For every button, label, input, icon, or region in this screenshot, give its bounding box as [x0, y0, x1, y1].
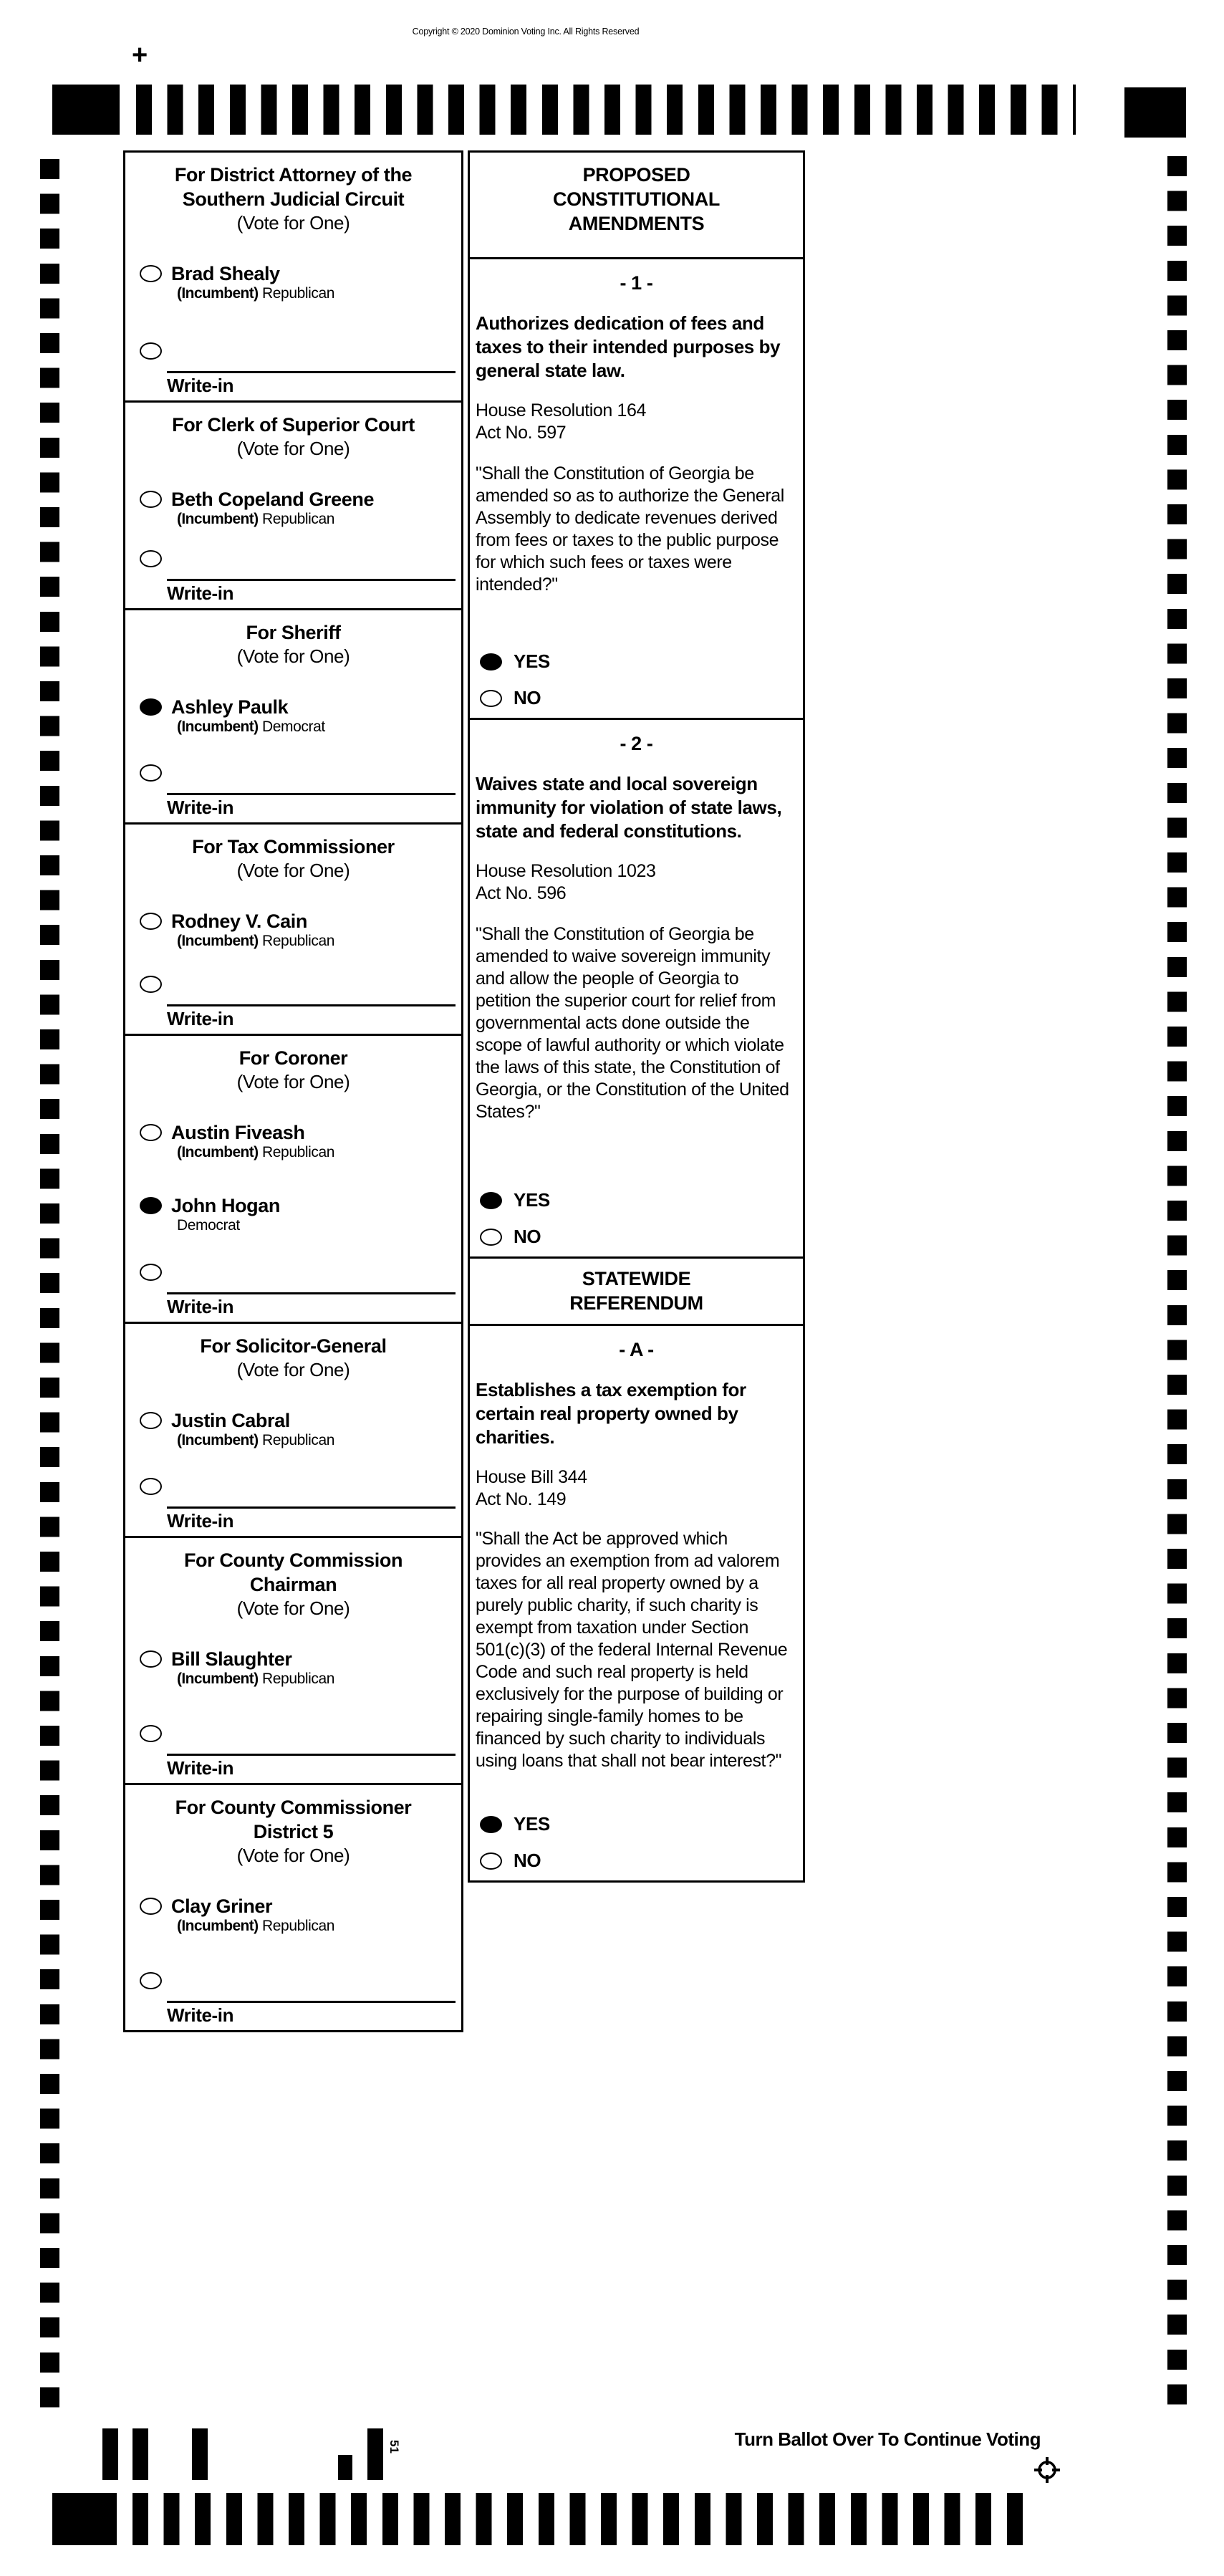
contest-title-line: Chairman [249, 1574, 337, 1595]
contest-title [125, 1538, 461, 1597]
candidate-info [171, 1122, 334, 1162]
vote-instruction: (Vote for One) [236, 1359, 350, 1380]
vote-instruction: (Vote for One) [236, 1845, 350, 1866]
contest-title-line: For Coroner [238, 1047, 348, 1069]
no-label: NO [514, 1850, 541, 1871]
vote-oval[interactable] [140, 265, 162, 282]
write-in-label: Write-in [167, 1510, 234, 1532]
ballot-code-bar [132, 2428, 148, 2480]
measure-choices [480, 1813, 550, 1872]
yes-label: YES [514, 650, 550, 672]
timing-marks-left [40, 159, 59, 2408]
vote-instruction: (Vote for One) [236, 438, 350, 459]
write-in-oval[interactable] [140, 1725, 162, 1742]
party-label: Republican [262, 511, 335, 527]
timing-mark-top-right-block [1124, 87, 1186, 138]
write-in-area [140, 974, 456, 1029]
measure-authority [476, 1466, 796, 1511]
candidate-info [171, 696, 325, 736]
candidate-party [177, 932, 334, 951]
amendments-header [468, 150, 805, 259]
incumbent-label: (Incumbent) [177, 1144, 259, 1160]
write-in-label: Write-in [167, 375, 234, 396]
candidate-party [177, 510, 374, 529]
timing-marks-top [136, 85, 1076, 135]
amendment-1 [468, 257, 805, 720]
write-in-label: Write-in [167, 797, 234, 818]
no-oval[interactable] [480, 1229, 502, 1246]
measure-number: - 2 - [620, 733, 653, 754]
yes-oval[interactable] [480, 1192, 502, 1209]
header-line: AMENDMENTS [568, 213, 705, 234]
write-in-area [140, 1261, 456, 1317]
contest-title-line: For Clerk of Superior Court [172, 414, 415, 436]
contest-title [125, 1036, 461, 1070]
write-in-oval[interactable] [140, 1478, 162, 1495]
measure-number: - A - [619, 1339, 654, 1360]
measure-question: "Shall the Act be approved which provides an exemption from ad valorem taxes for all real property owned by a purely public charity, if such charity is exempt from taxation under Section 501(c)(3) of the federal Internal Revenue Code and such real property is held exclusively for the purpose of building or repairing single-family homes to be financed by such charity to individuals using loans that shall not bear interest?" [476, 1529, 788, 1771]
incumbent-label: (Incumbent) [177, 719, 259, 735]
contest-district-attorney [123, 150, 463, 403]
contest-tax-commissioner [123, 822, 463, 1036]
candidate-name: Bill Slaughter [171, 1648, 292, 1670]
amendment-2 [468, 718, 805, 1259]
header-line: PROPOSED [582, 164, 690, 186]
vote-oval[interactable] [140, 1898, 162, 1915]
yes-label: YES [514, 1189, 550, 1211]
candidate-row [140, 1895, 456, 1936]
contest-title [125, 1324, 461, 1358]
write-in-oval[interactable] [140, 550, 162, 567]
contest-title [125, 403, 461, 437]
write-in-area [140, 548, 456, 604]
contest-title-line: For County Commissioner [175, 1797, 412, 1818]
contest-title-line: For Tax Commissioner [192, 836, 395, 857]
contest-solicitor-general [123, 1322, 463, 1538]
contest-title [125, 610, 461, 645]
ballot-code-bar [367, 2428, 383, 2480]
candidate-name: John Hogan [171, 1195, 280, 1216]
candidate-party [177, 1216, 280, 1235]
yes-choice [480, 1813, 550, 1835]
candidate-name: Clay Griner [171, 1895, 273, 1917]
contest-column [123, 150, 463, 2032]
candidate-info [171, 1895, 334, 1936]
write-in-area [140, 1970, 456, 2026]
no-oval[interactable] [480, 690, 502, 707]
no-choice [480, 1850, 550, 1872]
yes-choice [480, 650, 550, 673]
vote-oval[interactable] [140, 1650, 162, 1668]
ballot-code-bar [102, 2428, 118, 2480]
contest-title [125, 1785, 461, 1844]
write-in-label: Write-in [167, 2004, 234, 2026]
amendments-header-text [470, 153, 803, 236]
write-in-oval[interactable] [140, 976, 162, 993]
candidate-row [140, 910, 456, 951]
candidate-row [140, 1410, 456, 1450]
no-choice [480, 1226, 550, 1248]
vote-oval[interactable] [140, 698, 162, 716]
party-label: Republican [262, 1432, 335, 1448]
contest-title-line: Southern Judicial Circuit [182, 188, 405, 210]
contest-title-line: For Sheriff [246, 622, 341, 643]
candidate-info [171, 263, 334, 303]
turn-ballot-over-text: Turn Ballot Over To Continue Voting [734, 2428, 1041, 2450]
timing-marks-bottom [132, 2493, 1032, 2545]
contest-title-line: For District Attorney of the [174, 164, 413, 186]
candidate-info [171, 1195, 280, 1235]
candidate-name: Beth Copeland Greene [171, 489, 375, 510]
authority-line: Act No. 149 [476, 1489, 567, 1509]
write-in-area [140, 762, 456, 818]
copyright-text: Copyright © 2020 Dominion Voting Inc. All Rights Reserved [412, 27, 640, 37]
no-label: NO [514, 1226, 541, 1247]
stub-number: 51 [387, 2440, 401, 2454]
referendum-a [468, 1324, 805, 1883]
measure-choices [480, 1189, 550, 1248]
yes-choice [480, 1189, 550, 1211]
yes-label: YES [514, 1813, 550, 1835]
registration-crosshair-icon [1031, 2454, 1063, 2486]
yes-oval[interactable] [480, 1816, 502, 1833]
vote-oval[interactable] [140, 491, 162, 508]
party-label: Republican [262, 285, 335, 302]
party-label: Republican [262, 1671, 335, 1687]
timing-marks-right [1167, 156, 1187, 2406]
candidate-name: Austin Fiveash [171, 1122, 305, 1143]
header-line: REFERENDUM [569, 1292, 703, 1314]
measure-summary: Establishes a tax exemption for certain real property owned by charities. [476, 1379, 746, 1448]
contest-sheriff [123, 608, 463, 825]
contest-title-line: For County Commission [183, 1549, 403, 1571]
candidate-row [140, 1648, 456, 1688]
contest-county-commissioner-district-5 [123, 1783, 463, 2032]
candidate-info [171, 910, 334, 951]
vote-instruction: (Vote for One) [236, 1071, 350, 1092]
write-in-oval[interactable] [140, 1972, 162, 1989]
candidate-name: Rodney V. Cain [171, 910, 307, 932]
contest-title-line: For Solicitor-General [200, 1335, 387, 1357]
vote-oval[interactable] [140, 1124, 162, 1141]
timing-mark-top-left-block [52, 85, 120, 135]
no-choice [480, 687, 550, 709]
candidate-row [140, 696, 456, 736]
write-in-oval[interactable] [140, 764, 162, 782]
contest-title-line: District 5 [253, 1821, 334, 1842]
no-label: NO [514, 687, 541, 708]
candidate-name: Justin Cabral [171, 1410, 290, 1431]
referendum-header [468, 1256, 805, 1326]
party-label: Democrat [262, 719, 325, 735]
contest-coroner [123, 1034, 463, 1324]
write-in-label: Write-in [167, 1008, 234, 1029]
contest-clerk-superior-court [123, 400, 463, 610]
authority-line: House Bill 344 [476, 1467, 587, 1487]
authority-line: Act No. 596 [476, 883, 567, 903]
incumbent-label: (Incumbent) [177, 285, 259, 302]
incumbent-label: (Incumbent) [177, 1671, 259, 1687]
measure-authority [476, 860, 796, 905]
no-oval[interactable] [480, 1852, 502, 1870]
party-label: Republican [262, 1918, 335, 1934]
candidate-party [177, 718, 325, 736]
candidate-name: Ashley Paulk [171, 696, 289, 718]
vote-instruction: (Vote for One) [236, 1597, 350, 1619]
incumbent-label: (Incumbent) [177, 933, 259, 949]
write-in-label: Write-in [167, 1757, 234, 1779]
vote-instruction: (Vote for One) [236, 645, 350, 667]
write-in-oval[interactable] [140, 1264, 162, 1281]
vote-oval[interactable] [140, 1197, 162, 1214]
incumbent-label: (Incumbent) [177, 1918, 259, 1934]
measure-authority [476, 400, 796, 444]
header-line: CONSTITUTIONAL [553, 188, 720, 210]
candidate-party [177, 1431, 334, 1450]
candidate-info [171, 1648, 334, 1688]
vote-instruction: (Vote for One) [236, 212, 350, 234]
measure-question: "Shall the Constitution of Georgia be amended so as to authorize the General Assembly to dedicate revenues derived from fees or taxes to the public purpose for which such fees or taxes were intended?" [476, 463, 784, 595]
ballot-code-bar [338, 2455, 352, 2480]
vote-oval[interactable] [140, 913, 162, 930]
candidate-row [140, 489, 456, 529]
authority-line: Act No. 597 [476, 423, 567, 443]
candidate-name: Brad Shealy [171, 263, 280, 284]
registration-plus-icon: + [132, 40, 148, 70]
contest-county-commission-chairman [123, 1536, 463, 1785]
incumbent-label: (Incumbent) [177, 511, 259, 527]
vote-instruction: (Vote for One) [236, 860, 350, 881]
measure-question: "Shall the Constitution of Georgia be amended to waive sovereign immunity and allow the people of Georgia to petition the superior court for relief from governmental acts done outside the scope of lawful authority or which violate the laws of this state, the Constitution of Georgia, or the Constitution of the United States?" [476, 924, 789, 1122]
party-label: Republican [262, 933, 335, 949]
candidate-info [171, 1410, 334, 1450]
contest-title [125, 153, 461, 211]
yes-oval[interactable] [480, 653, 502, 671]
measure-summary: Waives state and local sovereign immunity for violation of state laws, state and federal constitutions. [476, 773, 782, 842]
candidate-party [177, 1670, 334, 1688]
timing-mark-bottom-left-block [52, 2493, 117, 2545]
candidate-party [177, 1143, 334, 1162]
measure-number: - 1 - [620, 272, 653, 294]
vote-oval[interactable] [140, 1412, 162, 1429]
candidate-party [177, 1917, 334, 1936]
candidate-row [140, 1195, 456, 1235]
contest-title [125, 825, 461, 859]
party-label: Democrat [177, 1217, 240, 1234]
write-in-area [140, 1723, 456, 1779]
write-in-oval[interactable] [140, 342, 162, 360]
write-in-area [140, 340, 456, 396]
candidate-party [177, 284, 334, 303]
referendum-header-text [470, 1259, 803, 1315]
header-line: STATEWIDE [582, 1268, 691, 1289]
candidate-row [140, 263, 456, 303]
ballot-code-bar [192, 2428, 208, 2480]
party-label: Republican [262, 1144, 335, 1160]
authority-line: House Resolution 1023 [476, 861, 656, 881]
candidate-info [171, 489, 374, 529]
authority-line: House Resolution 164 [476, 400, 646, 420]
measure-choices [480, 650, 550, 709]
write-in-label: Write-in [167, 1296, 234, 1317]
measures-column [468, 150, 805, 1883]
write-in-label: Write-in [167, 582, 234, 604]
candidate-row [140, 1122, 456, 1162]
write-in-area [140, 1476, 456, 1532]
incumbent-label: (Incumbent) [177, 1432, 259, 1448]
measure-summary: Authorizes dedication of fees and taxes to their intended purposes by general state law. [476, 312, 781, 381]
